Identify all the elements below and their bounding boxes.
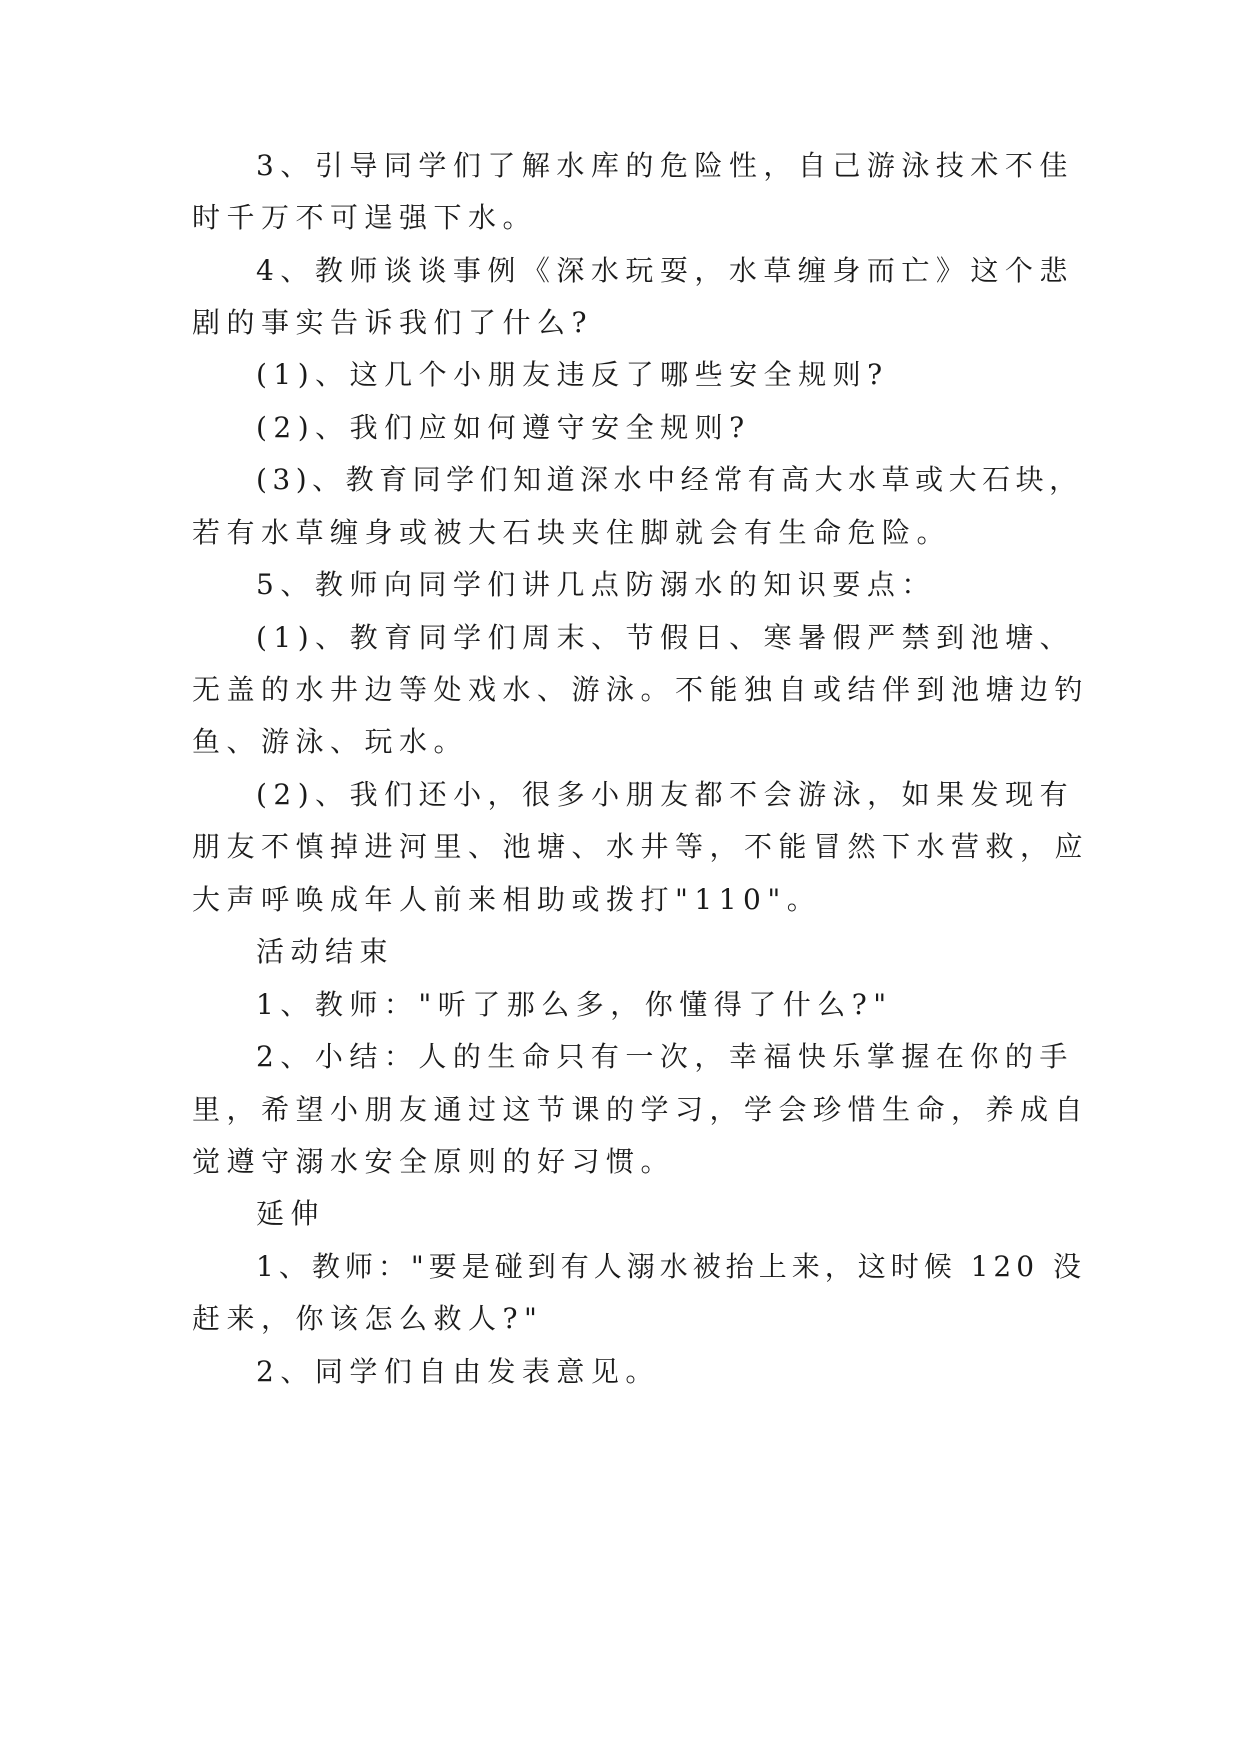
text-line: 剧的事实告诉我们了什么? [192, 306, 594, 339]
text-line: 赶来，你该怎么救人?" [192, 1302, 544, 1335]
text-line: 5、教师向同学们讲几点防溺水的知识要点： [256, 568, 936, 601]
text-line: 1、教师："要是碰到有人溺水被抬上来，这时候 120 没 [256, 1250, 1086, 1283]
text-line: (2)、我们还小，很多小朋友都不会游泳，如果发现有 [256, 778, 1075, 811]
section-heading: 延伸 [256, 1197, 326, 1230]
text-line: (2)、我们应如何遵守安全规则? [256, 411, 751, 444]
text-line: 1、教师："听了那么多，你懂得了什么?" [256, 988, 893, 1021]
text-line: 鱼、游泳、玩水。 [192, 725, 469, 758]
text-line: (1)、这几个小朋友违反了哪些安全规则? [256, 358, 889, 391]
text-line: 若有水草缠身或被大石块夹住脚就会有生命危险。 [192, 516, 952, 549]
text-line: 3、引导同学们了解水库的危险性，自己游泳技术不佳 [256, 149, 1074, 182]
section-heading: 活动结束 [256, 935, 395, 968]
text-line: 朋友不慎掉进河里、池塘、水井等，不能冒然下水营救，应 [192, 830, 1090, 863]
text-line: 觉遵守溺水安全原则的好习惯。 [192, 1145, 676, 1178]
text-line: 无盖的水井边等处戏水、游泳。不能独自或结伴到池塘边钓 [192, 673, 1090, 706]
text-line: (1)、教育同学们周末、节假日、寒暑假严禁到池塘、 [256, 621, 1075, 654]
text-line: 里，希望小朋友通过这节课的学习，学会珍惜生命，养成自 [192, 1093, 1090, 1126]
text-line: 大声呼唤成年人前来相助或拨打"110"。 [192, 883, 822, 916]
text-line: 4、教师谈谈事例《深水玩耍，水草缠身而亡》这个悲 [256, 254, 1074, 287]
text-line: (3)、教育同学们知道深水中经常有高大水草或大石块， [256, 463, 1083, 496]
text-line: 2、小结：人的生命只有一次，幸福快乐掌握在你的手 [256, 1040, 1074, 1073]
text-line: 2、同学们自由发表意见。 [256, 1355, 660, 1388]
text-line: 时千万不可逞强下水。 [192, 201, 538, 234]
